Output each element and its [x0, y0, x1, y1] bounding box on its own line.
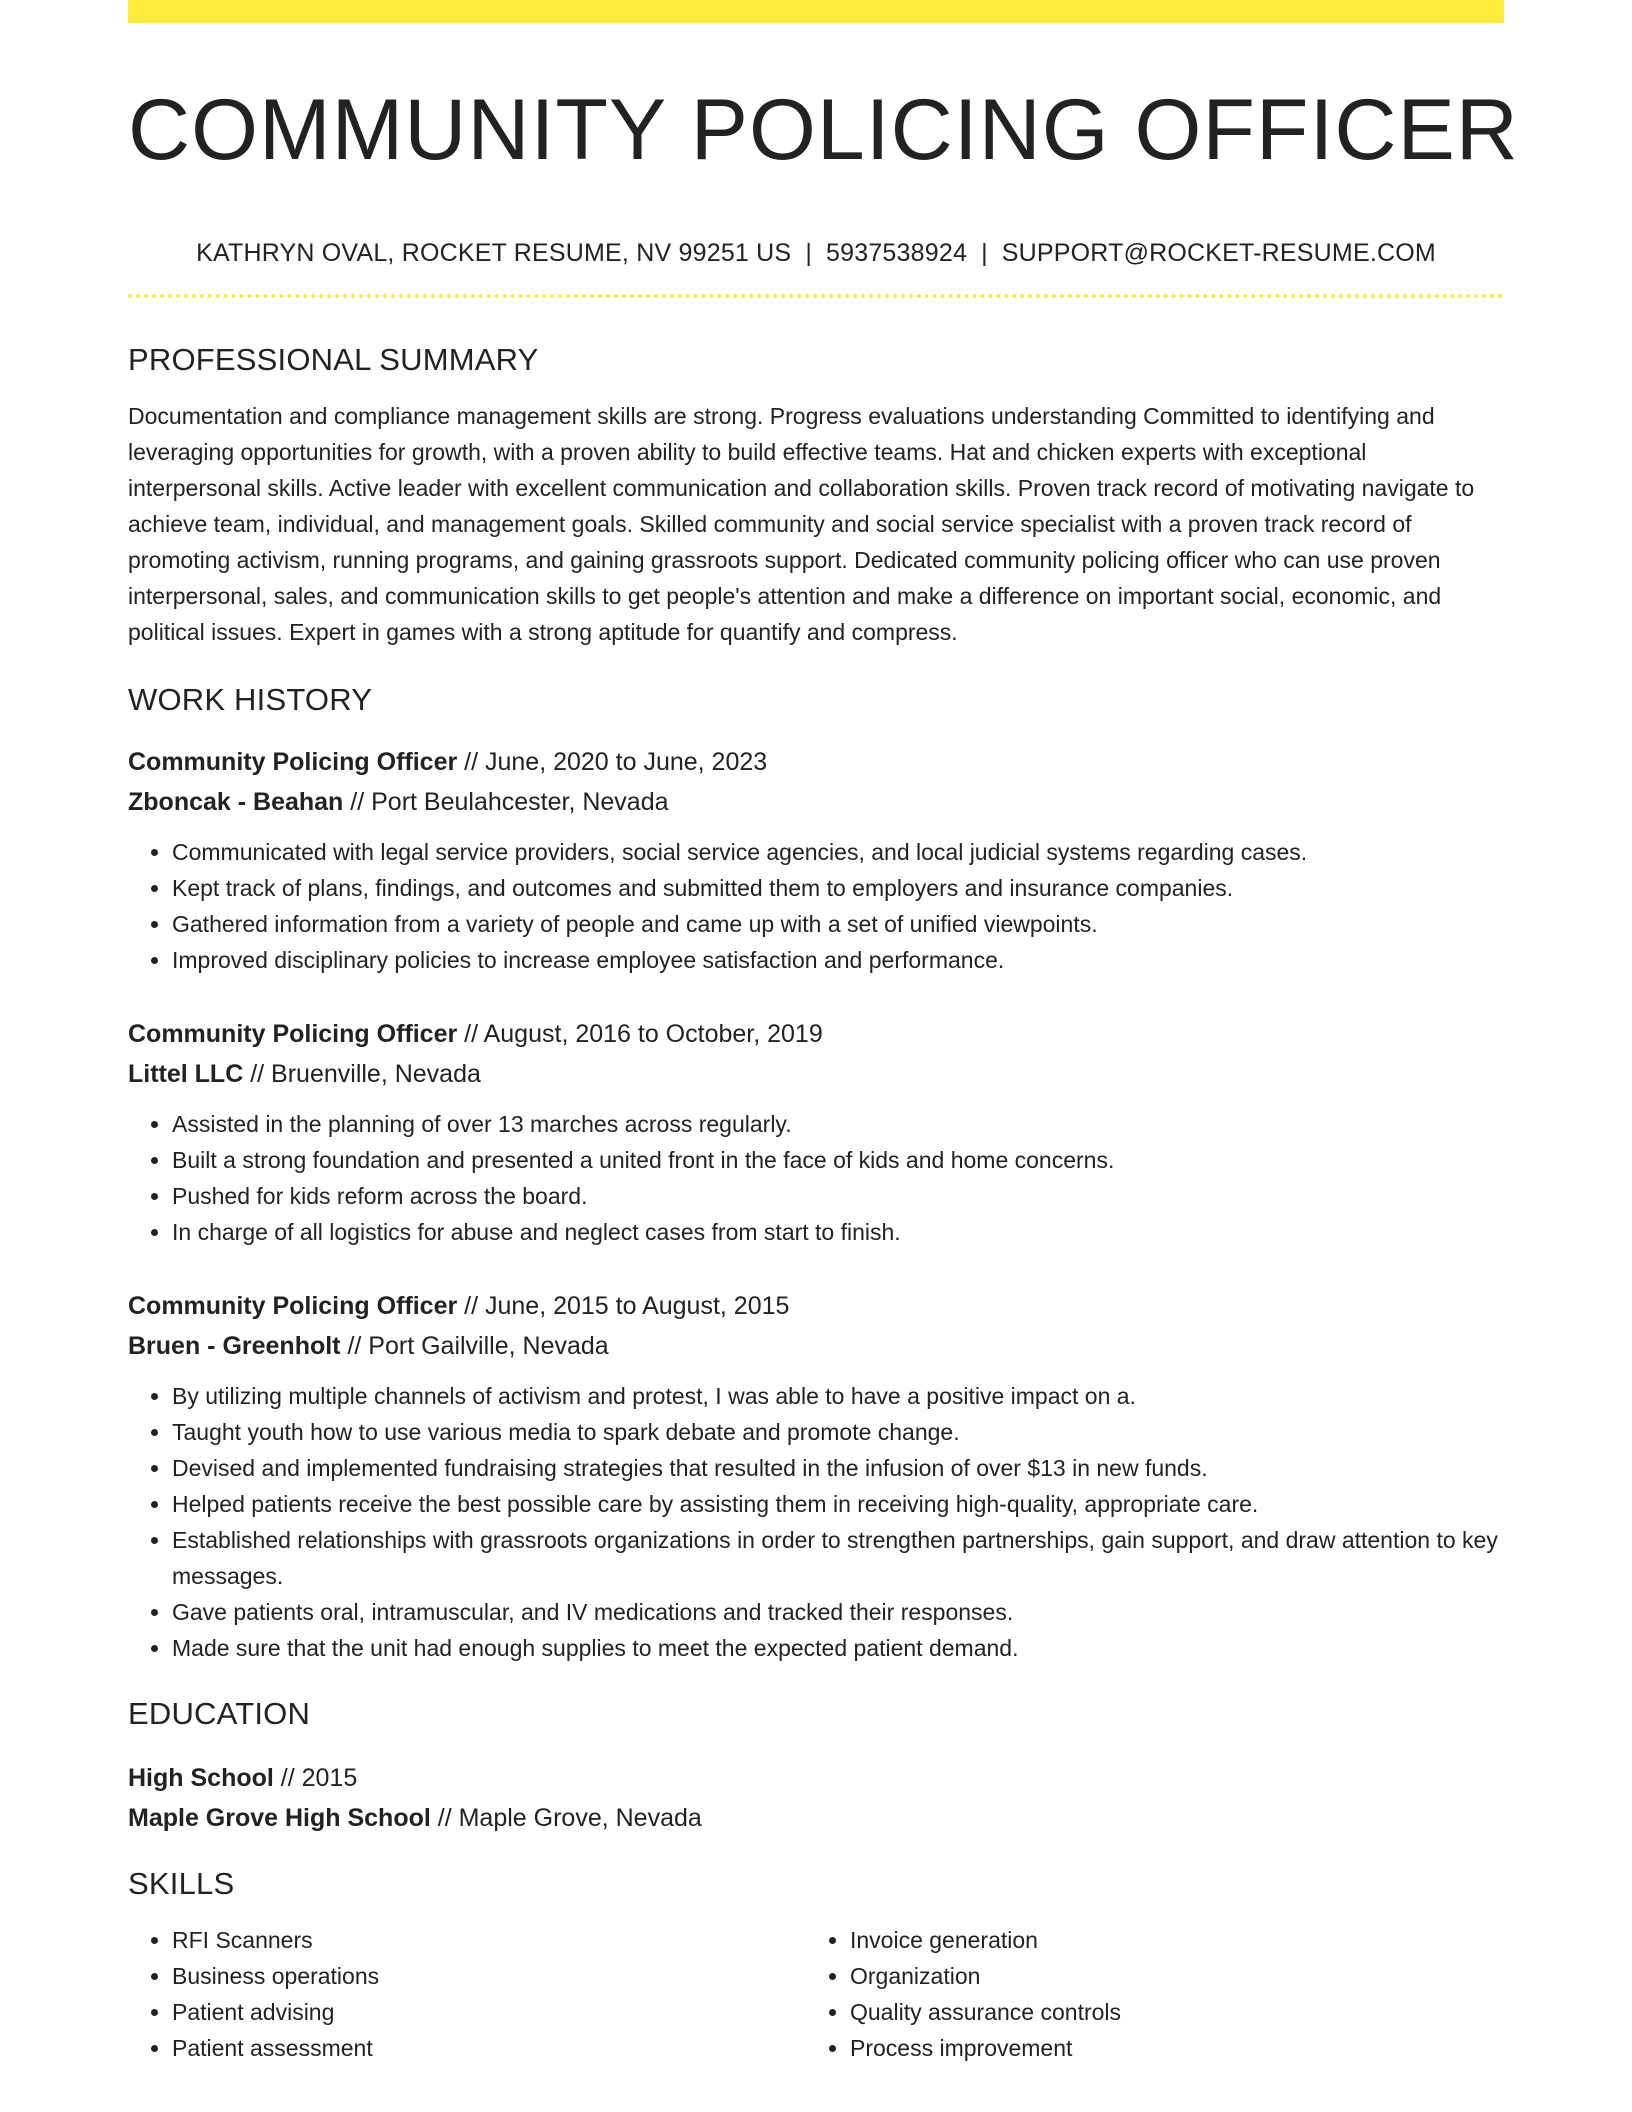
job-bullet: • Established relationships with grassroots organizations in order to strengthen partnerships, gain support, and draw attention to key messages. [172, 1522, 1504, 1594]
job-bullet: • Kept track of plans, findings, and outcomes and submitted them to employers and insurance companies. [172, 870, 1504, 906]
job-company: Bruen - Greenholt [128, 1332, 341, 1360]
education-location: // Maple Grove, Nevada [430, 1804, 702, 1832]
job-bullets [128, 1106, 1504, 1250]
education-school-line [128, 1798, 1504, 1838]
job-location: // Bruenville, Nevada [243, 1060, 481, 1088]
skills-column-right [806, 1922, 1484, 2066]
dotted-divider [128, 294, 1504, 298]
job-bullet: • Gathered information from a variety of people and came up with a set of unified viewpoints. [172, 906, 1504, 942]
job-bullet: • Devised and implemented fundraising strategies that resulted in the infusion of over $13 in new funds. [172, 1450, 1504, 1486]
education-year: // 2015 [273, 1764, 358, 1792]
skills-column-left [128, 1922, 806, 2066]
skills-list [128, 1922, 1504, 2066]
job-title: Community Policing Officer [128, 748, 458, 776]
job-entry [128, 1014, 1504, 1250]
skill-item: • Patient advising [172, 1994, 806, 2030]
job-bullets [128, 834, 1504, 978]
job-title-line [128, 742, 1504, 782]
skill-item: • RFI Scanners [172, 1922, 806, 1958]
education-school: Maple Grove High School [128, 1804, 431, 1832]
job-bullets [128, 1378, 1504, 1666]
contact-email[interactable]: SUPPORT@ROCKET-RESUME.COM [1001, 239, 1436, 267]
job-bullet: • By utilizing multiple channels of activism and protest, I was able to have a positive impact on a. [172, 1378, 1504, 1414]
education-heading: EDUCATION [128, 1696, 311, 1731]
summary-heading: PROFESSIONAL SUMMARY [128, 342, 539, 377]
resume-title: COMMUNITY POLICING OFFICER [128, 82, 1519, 178]
skill-item: • Quality assurance controls [850, 1994, 1484, 2030]
education-entry [128, 1758, 1504, 1838]
contact-separator: | [805, 239, 813, 267]
job-entry [128, 742, 1504, 978]
job-bullet: • In charge of all logistics for abuse and neglect cases from start to finish. [172, 1214, 1504, 1250]
skill-item: • Business operations [172, 1958, 806, 1994]
job-location: // Port Gailville, Nevada [340, 1332, 609, 1360]
job-bullet: • Made sure that the unit had enough supplies to meet the expected patient demand. [172, 1630, 1504, 1666]
summary-text: Documentation and compliance management skills are strong. Progress evaluations understanding Committed to identifying and leveraging opportunities for growth, with a proven ability to build effective teams. Hat and chicken experts with exceptional interpersonal skills. Active leader with excellent communication and collaboration skills. Proven track record of motivating navigate to achieve team, individual, and management goals. Skilled community and social service specialist with a proven track record of promoting activism, running programs, and gaining grassroots support. Dedicated community policing officer who can use proven interpersonal, sales, and communication skills to get people's attention and make a difference on important social, economic, and political issues. Expert in games with a strong aptitude for quantify and compress. [128, 403, 1475, 645]
skills-heading: SKILLS [128, 1866, 235, 1901]
job-bullet: • Improved disciplinary policies to increase employee satisfaction and performance. [172, 942, 1504, 978]
contact-separator: | [981, 239, 988, 267]
job-bullet: • Built a strong foundation and presented a united front in the face of kids and home concerns. [172, 1142, 1504, 1178]
job-dates: // August, 2016 to October, 2019 [457, 1020, 823, 1048]
job-company: Zboncak - Beahan [128, 788, 344, 816]
contact-line [128, 238, 1504, 268]
job-title: Community Policing Officer [128, 1020, 458, 1048]
job-bullet: • Helped patients receive the best possible care by assisting them in receiving high-quality, appropriate care. [172, 1486, 1504, 1522]
job-company-line [128, 1054, 1504, 1094]
job-title: Community Policing Officer [128, 1292, 458, 1320]
job-title-line [128, 1286, 1504, 1326]
skill-item: • Invoice generation [850, 1922, 1484, 1958]
accent-top-bar [128, 0, 1504, 23]
job-bullet: • Taught youth how to use various media to spark debate and promote change. [172, 1414, 1504, 1450]
job-company-line [128, 1326, 1504, 1366]
resume-page [128, 0, 1519, 2066]
job-title-line [128, 1014, 1504, 1054]
contact-address: KATHRYN OVAL, ROCKET RESUME, NV 99251 US [196, 239, 792, 267]
job-location: // Port Beulahcester, Nevada [343, 788, 669, 816]
job-dates: // June, 2015 to August, 2015 [457, 1292, 790, 1320]
job-dates: // June, 2020 to June, 2023 [457, 748, 768, 776]
skill-item: • Organization [850, 1958, 1484, 1994]
education-degree: High School [128, 1764, 274, 1792]
job-bullet: • Communicated with legal service providers, social service agencies, and local judicial systems regarding cases. [172, 834, 1504, 870]
job-company-line [128, 782, 1504, 822]
job-company: Littel LLC [128, 1060, 244, 1088]
contact-phone[interactable]: 5937538924 [826, 239, 968, 267]
work-history-heading: WORK HISTORY [128, 682, 373, 717]
skill-item: • Patient assessment [172, 2030, 806, 2066]
job-bullet: • Gave patients oral, intramuscular, and IV medications and tracked their responses. [172, 1594, 1504, 1630]
skill-item: • Process improvement [850, 2030, 1484, 2066]
education-degree-line [128, 1758, 1504, 1798]
job-entry [128, 1286, 1504, 1666]
job-bullet: • Assisted in the planning of over 13 marches across regularly. [172, 1106, 1504, 1142]
job-bullet: • Pushed for kids reform across the board. [172, 1178, 1504, 1214]
